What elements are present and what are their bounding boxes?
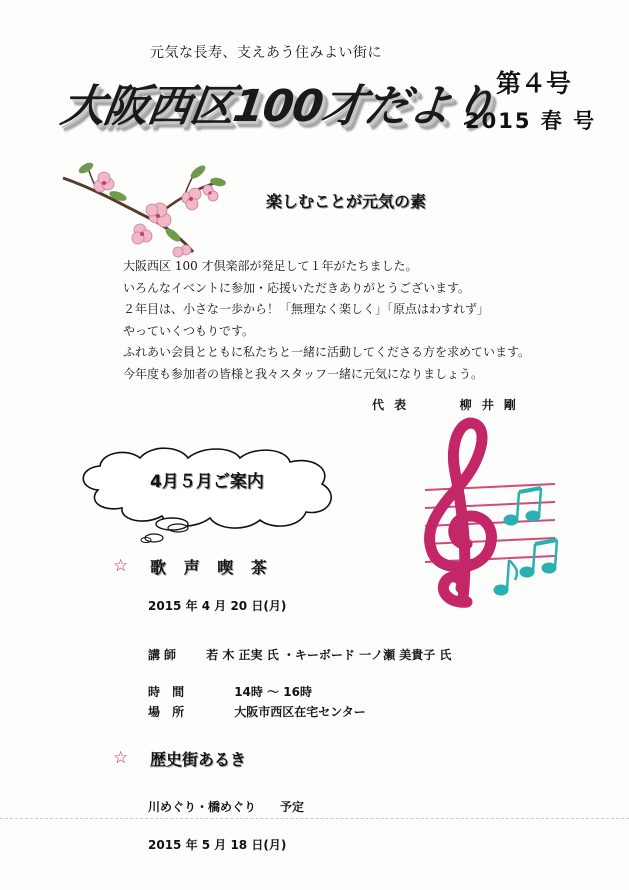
tagline: 元気な長寿、支えあう住みよい街に bbox=[150, 45, 382, 61]
place-label: 場 所 bbox=[148, 705, 189, 719]
intro-subtitle: 楽しむことが元気の素 bbox=[266, 192, 427, 211]
time-label: 時 間 bbox=[148, 685, 189, 699]
time-value: 14時 ～ 16時 bbox=[234, 685, 312, 699]
representative bbox=[372, 396, 519, 413]
newsletter-title: 大阪西区100才だより bbox=[57, 81, 498, 132]
representative-title: 代 表 bbox=[372, 398, 410, 412]
intro-line: やっていくつもりです。 bbox=[123, 323, 255, 338]
star-icon: ☆ bbox=[113, 748, 129, 768]
intro-line: ２年目は、小さな一歩から！「無理なく楽しく」「原点はわすれず」 bbox=[123, 302, 490, 316]
intro-line: 今年度も参加者の皆様と我々スタッフ一緒に元気になりましょう。 bbox=[123, 366, 484, 381]
representative-name: 柳 井 剛 bbox=[459, 398, 519, 412]
event-place bbox=[148, 703, 366, 720]
intro-line: いろんなイベントに参加・応援いただきありがとうございます。 bbox=[123, 280, 471, 295]
event-title-history-walk: 歴史街あるき bbox=[150, 750, 247, 769]
event-date: 2015 年 4 月 20 日(月) bbox=[148, 599, 287, 613]
event-time bbox=[148, 683, 312, 700]
place-value: 大阪市西区在宅センター bbox=[234, 705, 366, 719]
cloud-label: 4月５月ご案内 bbox=[150, 472, 264, 492]
intro-line: ふれあい会員とともに私たちと一緒に活動してくださる方を求めています。 bbox=[123, 345, 531, 359]
intro-line: 大阪西区 100 才倶楽部が発足して１年がたちました。 bbox=[123, 259, 418, 273]
intro-body bbox=[123, 256, 530, 385]
event-title-singing-cafe: 歌 声 喫 茶 bbox=[150, 558, 273, 577]
treble-clef-icon bbox=[405, 412, 565, 612]
issue-number: 第４号 bbox=[496, 69, 572, 98]
lecturer-label: 講師 bbox=[148, 648, 181, 662]
star-icon: ☆ bbox=[113, 556, 129, 576]
blossom-branch-icon bbox=[58, 160, 228, 260]
event-date: 2015 年 5 月 18 日(月) bbox=[148, 838, 287, 852]
lecturer-value: 若 木 正実 氏 ・キーボード 一ノ瀬 美貴子 氏 bbox=[206, 648, 452, 662]
issue-season: 2015 春 号 bbox=[465, 109, 597, 133]
event-lecturer bbox=[148, 646, 451, 663]
cloud-bubble-icon bbox=[68, 438, 368, 548]
fold-divider bbox=[0, 818, 629, 819]
event-note: 川めぐり・橋めぐり 予定 bbox=[148, 800, 305, 814]
